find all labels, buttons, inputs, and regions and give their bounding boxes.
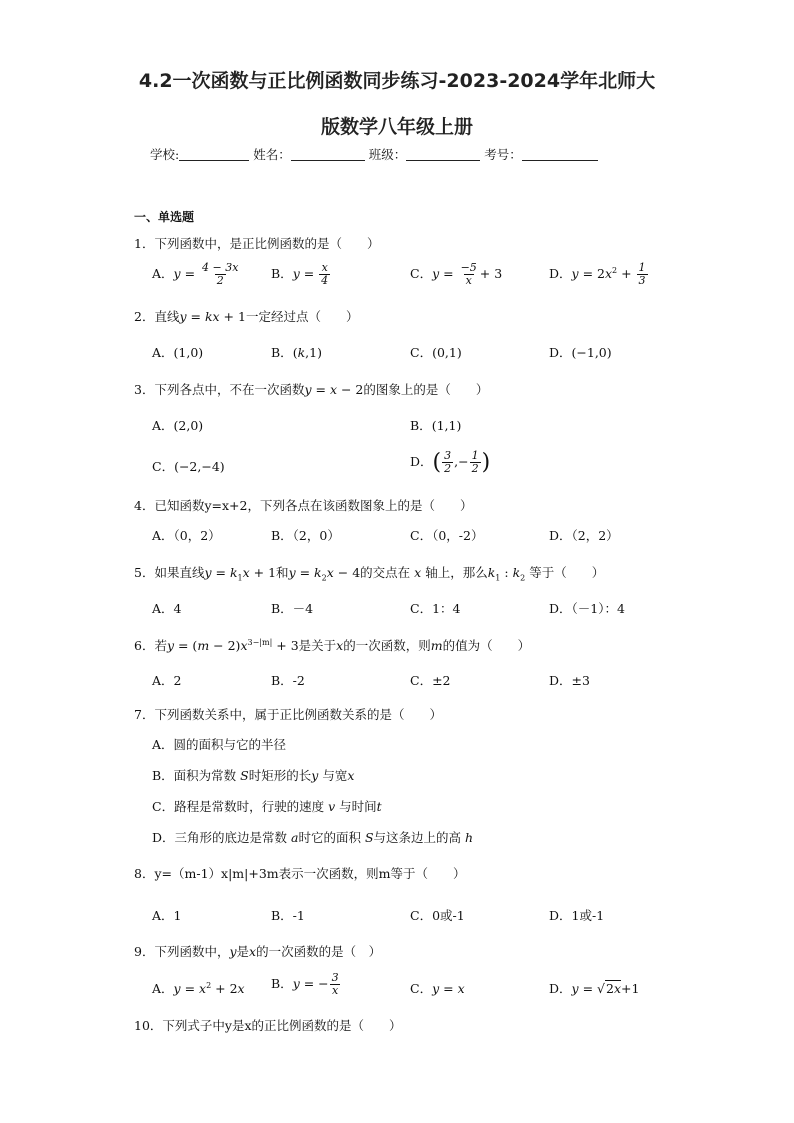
q3-d-label: D． [410,454,433,469]
q2-d-label: D． [549,345,572,360]
question-5-stem: 5．如果直线$y = k_1x + 1$和$y = k_2x - 4$的交点在 x 轴上，那么$k_1$ : $k_2$ 等于（ ） [134,565,605,583]
q3-stem-post: 的图象上的是（ ） [363,382,489,397]
q8-option-a[interactable]: A．1 [152,908,182,923]
q6-stem-pre: 6．若 [134,638,167,653]
q5-stem-mid1: 和 [276,565,289,580]
q7-option-c[interactable]: C．路程是常数时，行驶的速度 v 与时间t [152,799,382,814]
q6-stem-mid: 是关于 [298,638,337,653]
q2-option-c[interactable]: C．(0,1) [410,345,462,360]
question-9-stem: 9．下列函数中，y是x的一次函数的是（ ） [134,944,382,959]
q9-option-c[interactable]: C．y = x [410,981,465,996]
q5-stem-post: 等于（ ） [529,565,605,580]
q9-stem-mid: 是 [236,944,250,959]
school-blank[interactable] [179,148,249,161]
q5-stem-pre: 5．如果直线 [134,565,205,580]
q6-option-b[interactable]: B．-2 [271,673,305,688]
q5-stem-mid3: 轴上，那么 [425,565,488,580]
q9-c-label: C． [410,981,433,996]
q4-option-c[interactable]: C．（0，-2） [410,528,484,543]
q1-d-label: D． [549,266,572,281]
name-blank[interactable] [291,148,365,161]
q3-option-d[interactable]: D．( $\frac{3}{2}$ ,− $\frac{1}{2}$ ) [410,449,491,475]
q1-option-d[interactable]: D．$y = 2x^2$ + $\frac{1}{3}$ [549,261,646,287]
q2-b-label: B． [271,345,293,360]
q1-a-label: A． [152,266,174,281]
name-label: 姓名： [253,147,291,162]
class-blank[interactable] [406,148,480,161]
number-label: 考号： [484,147,522,162]
q7-d-post: 与这条边上的高 [373,830,462,845]
q3-b-label: B． [410,418,432,433]
q7-b-post: 与宽 [322,768,348,783]
question-6-stem: 6．若$y = (m - 2)x^{3-|m|} + 3$是关于x的一次函数，则m的值为（ ） [134,637,531,653]
q2-stem-post: 一定经过点（ ） [245,309,359,324]
q7-option-d[interactable]: D．三角形的底边是常数 a时它的面积 S与这条边上的高 h [152,830,474,845]
q3-stem-pre: 3．下列各点中，不在一次函数 [134,382,305,397]
section-heading: 一、单选题 [134,210,195,224]
q8-option-c[interactable]: C．0或-1 [410,908,465,923]
question-3-stem: 3．下列各点中，不在一次函数y = x − 2的图象上的是（ ） [134,382,489,397]
q6-stem-post: 的值为（ ） [442,638,531,653]
question-8-stem: 8．y=（m-1）x|m|+3m表示一次函数，则m等于（ ） [134,866,466,881]
q6-stem-mid2: 的一次函数，则 [343,638,431,653]
q5-option-d[interactable]: D．（－1）：4 [549,601,625,616]
q7-b-pre: B．面积为常数 [152,768,237,783]
q9-stem-post: 的一次函数的是（ ） [256,944,382,959]
q2-option-b[interactable]: B．(k,1) [271,345,322,360]
q8-option-d[interactable]: D．1或-1 [549,908,605,923]
question-4-stem: 4．已知函数y=x+2，下列各点在该函数图象上的是（ ） [134,498,473,513]
q3-option-c[interactable]: C．(−2,−4) [152,459,225,474]
q3-c-label: C． [152,459,175,474]
q5-stem-mid2: 的交点在 [360,565,411,580]
q1-option-c[interactable]: C．y = $\frac{-5}{x}$ + 3 [410,261,503,287]
q4-option-b[interactable]: B．（2，0） [271,528,340,543]
q2-stem-pre: 2．直线 [134,309,180,324]
q8-option-b[interactable]: B．-1 [271,908,305,923]
q5-option-c[interactable]: C．1：4 [410,601,461,616]
q2-a-label: A． [152,345,174,360]
question-10-stem: 10．下列式子中y是x的正比例函数的是（ ） [134,1018,402,1033]
q9-stem-pre: 9．下列函数中， [134,944,230,959]
q7-d-mid: 时它的面积 [298,830,361,845]
title-line-2: 版数学八年级上册 [320,116,473,138]
question-2-stem: 2．直线y = kx + 1一定经过点（ ） [134,309,359,324]
q9-a-label: A． [152,981,174,996]
q7-c-pre: C．路程是常数时，行驶的速度 [152,799,325,814]
q1-option-a[interactable]: A．y = $\frac{4 - 3x}{2}$ [152,261,239,287]
class-label: 班级： [368,147,407,162]
q2-option-d[interactable]: D．(−1,0) [549,345,612,360]
q7-option-b[interactable]: B．面积为常数 S时矩形的长y 与宽x [152,768,355,783]
q5-option-a[interactable]: A．4 [152,601,182,616]
q7-c-mid: 与时间 [339,799,377,814]
q9-option-d[interactable]: D．y = √2x+1 [549,981,640,996]
title-line-1: 4.2一次函数与正比例函数同步练习-2023-2024学年北师大 [138,70,656,92]
school-label: 学校: [150,147,180,162]
q6-option-d[interactable]: D．±3 [549,673,590,688]
q9-option-b[interactable]: B．y = − $\frac{3}{x}$ [271,971,339,997]
q1-b-label: B． [271,266,293,281]
q6-option-a[interactable]: A．2 [152,673,182,688]
q3-option-b[interactable]: B．(1,1) [410,418,462,433]
q1-option-b[interactable]: B．y = $\frac{x}{4}$ [271,261,329,287]
q6-option-c[interactable]: C．±2 [410,673,451,688]
q3-option-a[interactable]: A．(2,0) [152,418,204,433]
q7-b-mid: 时矩形的长 [248,768,312,783]
q3-a-label: A． [152,418,174,433]
q7-option-a[interactable]: A．圆的面积与它的半径 [152,737,287,752]
question-1-stem: 1．下列函数中，是正比例函数的是（ ） [134,236,380,251]
q9-d-label: D． [549,981,572,996]
q1-c-label: C． [410,266,433,281]
q7-d-pre: D．三角形的底边是常数 [152,830,288,845]
q5-option-b[interactable]: B．－4 [271,601,314,616]
student-info-row [150,145,670,163]
q9-b-label: B． [271,976,293,991]
q2-c-label: C． [410,345,433,360]
q4-option-a[interactable]: A．（0，2） [152,528,221,543]
q2-option-a[interactable]: A．(1,0) [152,345,204,360]
q9-option-a[interactable]: A．$y = x^2 + 2x$ [152,980,245,996]
number-blank[interactable] [522,148,598,161]
question-7-stem: 7．下列函数关系中，属于正比例函数关系的是（ ） [134,707,442,722]
q4-option-d[interactable]: D．（2，2） [549,528,619,543]
